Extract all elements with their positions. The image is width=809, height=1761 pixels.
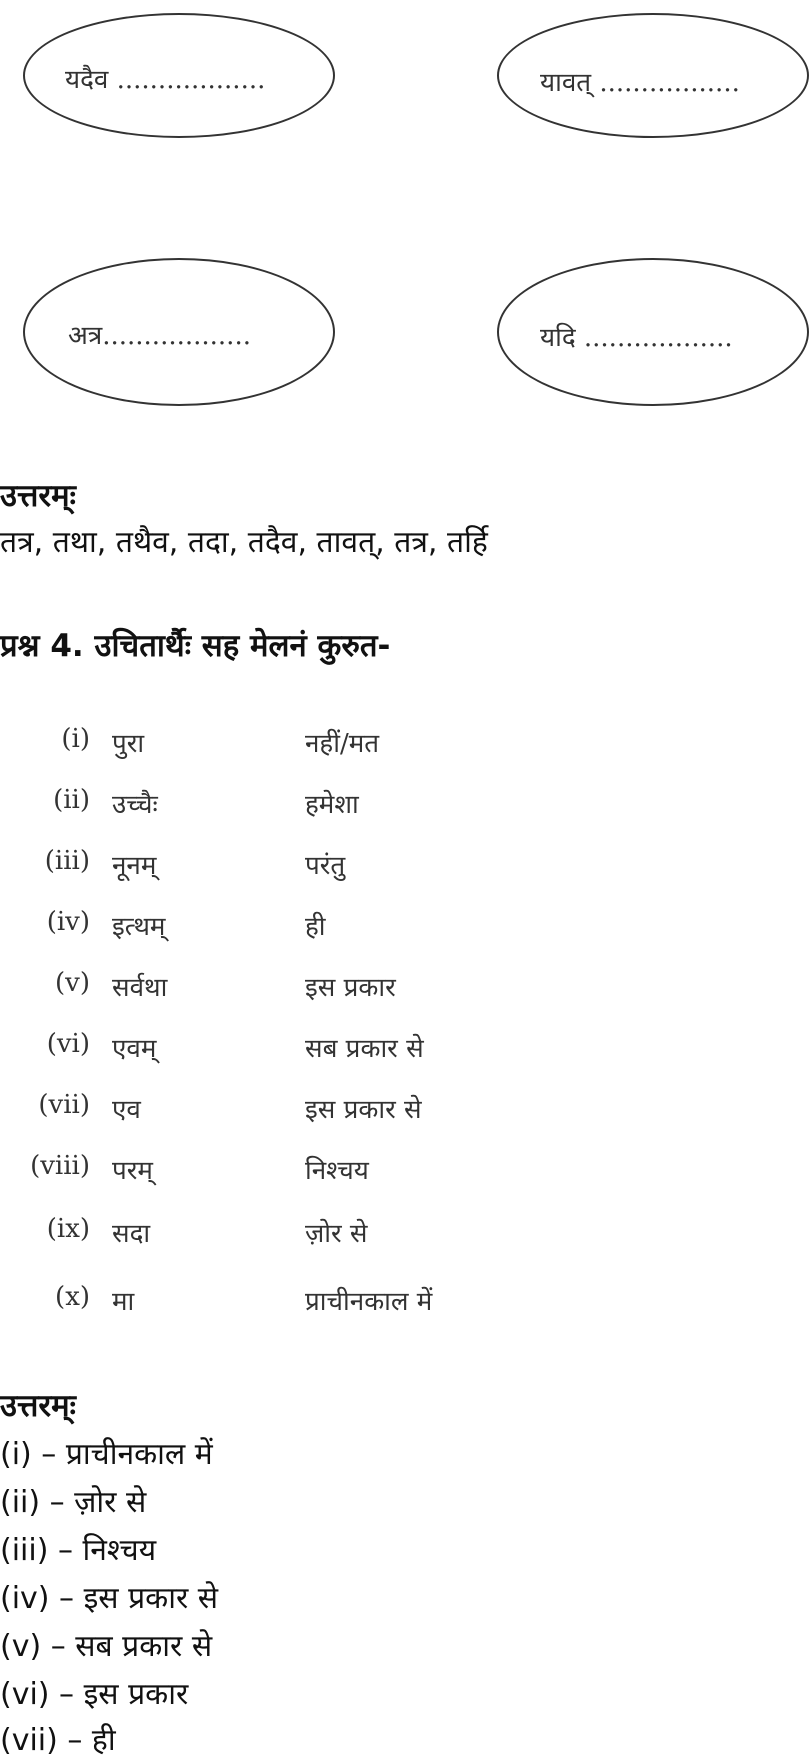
row-meaning: इस प्रकार — [305, 973, 396, 1003]
answer-line: (vii) – ही — [0, 1723, 116, 1758]
row-number: (vii) — [38, 1090, 90, 1120]
row-word: सर्वथा — [112, 973, 168, 1003]
oval-text-3: अत्र.................. — [68, 321, 251, 351]
row-word: एवम् — [112, 1034, 157, 1064]
row-meaning: प्राचीनकाल में — [305, 1287, 433, 1317]
row-meaning: ही — [305, 912, 326, 942]
answer-heading-2: उत्तरम्ः — [0, 1388, 76, 1424]
oval-text-4: यदि .................. — [540, 323, 733, 353]
row-word: सदा — [112, 1219, 151, 1249]
row-word: परम् — [112, 1156, 153, 1186]
answer-line: (iii) – निश्चय — [0, 1533, 157, 1568]
row-number: (x) — [55, 1282, 90, 1312]
answer-line: (vi) – इस प्रकार — [0, 1677, 189, 1712]
row-meaning: परंतु — [305, 851, 346, 881]
answer-line: (iv) – इस प्रकार से — [0, 1581, 219, 1616]
row-word: नूनम् — [112, 851, 157, 881]
answer-heading-1: उत्तरम्ः — [0, 478, 76, 514]
row-number: (v) — [55, 968, 90, 998]
oval-text-2: यावत् ................. — [540, 68, 740, 98]
row-word: मा — [112, 1287, 135, 1317]
row-number: (vi) — [46, 1029, 90, 1059]
answer-line: (ii) – ज़ोर से — [0, 1485, 147, 1520]
row-word: इत्थम् — [112, 912, 166, 942]
row-meaning: हमेशा — [305, 790, 359, 820]
row-number: (iv) — [46, 907, 90, 937]
row-number: (ix) — [46, 1214, 90, 1244]
row-word: एव — [112, 1095, 141, 1125]
question-4-title: प्रश्न 4. उचितार्थैः सह मेलनं कुरुत- — [0, 628, 391, 664]
row-word: उच्चैः — [112, 790, 158, 820]
row-word: पुरा — [112, 729, 145, 759]
row-number: (ii) — [53, 785, 90, 815]
row-meaning: सब प्रकार से — [305, 1034, 424, 1064]
row-meaning: निश्चय — [305, 1156, 369, 1186]
row-number: (i) — [61, 724, 90, 754]
row-meaning: ज़ोर से — [305, 1219, 368, 1249]
answer-text-1: तत्र, तथा, तथैव, तदा, तदैव, तावत्, तत्र, तर्हि — [0, 525, 488, 560]
row-number: (viii) — [30, 1151, 90, 1181]
answer-line: (i) – प्राचीनकाल में — [0, 1437, 213, 1472]
row-meaning: इस प्रकार से — [305, 1095, 422, 1125]
row-meaning: नहीं/मत — [305, 729, 380, 759]
row-number: (iii) — [44, 846, 90, 876]
answer-line: (v) – सब प्रकार से — [0, 1629, 213, 1664]
oval-text-1: यदैव .................. — [65, 65, 266, 95]
